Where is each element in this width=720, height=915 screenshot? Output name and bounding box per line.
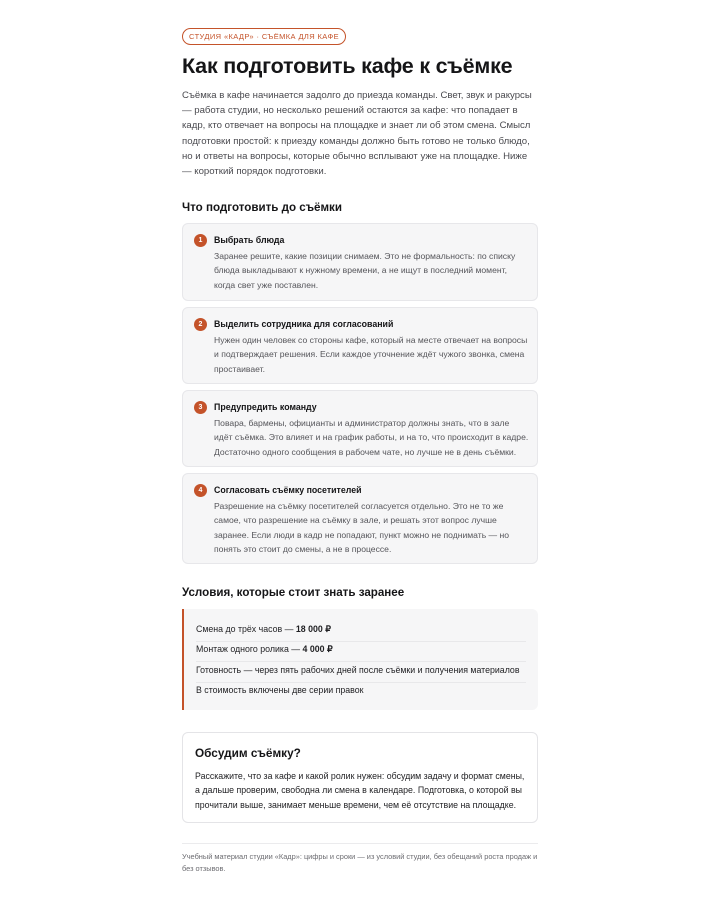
prep-heading: Что подготовить до съёмки [182, 201, 342, 214]
page-title: Как подготовить кафе к съёмке [182, 54, 513, 78]
terms-list [182, 609, 538, 710]
footer-note: Учебный материал студии «Кадр»: цифры и сроки — из условий студии, без обещаний роста продаж и без отзывов. [182, 852, 538, 873]
term-item: В стоимость включены две серии правок [196, 685, 364, 695]
step-text: Нужен один человек со стороны кафе, который на месте отвечает на вопросы и подтверждает решения. Если каждое уточнение ждёт чужого звонка, смена простаивает. [214, 335, 528, 374]
divider [196, 641, 526, 642]
cta-heading: Обсудим съёмку? [195, 746, 301, 760]
term-item: Готовность — через пять рабочих дней после съёмки и получения материалов [196, 665, 520, 675]
step-number-badge: 2 [194, 318, 207, 331]
step-card [182, 473, 538, 564]
cta-card [182, 732, 538, 823]
step-title: Выделить сотрудника для согласований [214, 319, 394, 329]
step-text: Разрешение на съёмку посетителей согласуется отдельно. Это не то же самое, что разрешение на съёмку в зале, и решать этот вопрос лучше заранее. Если люди в кадр не попадают, пункт можно не поднимать — но понять это стоит до смены, а не в процессе. [214, 501, 510, 554]
lead-paragraph: Съёмка в кафе начинается задолго до приезда команды. Свет, звук и ракурсы — работа студии, но несколько решений остаются за кафе: что попадает в кадр, кто отвечает на вопросы на площадке и знает ли об этом смена. Смысл подготовки простой: к приезду команды должно быть готово не только блюдо, но и ответы на вопросы, которые обычно всплывают уже на площадке. Ниже — короткий порядок подготовки. [182, 90, 532, 178]
step-card [182, 307, 538, 384]
step-card [182, 390, 538, 467]
term-item: Смена до трёх часов — 18 000 ₽ [196, 624, 331, 634]
divider [196, 682, 526, 683]
cta-text: Расскажите, что за кафе и какой ролик нужен: обсудим задачу и формат смены, а дальше проверим, свободна ли смена в календаре. Подготовка, о которой вы прочитали выше, занимает меньше времени, чем её отсутствие на площадке. [195, 771, 525, 810]
step-card [182, 223, 538, 301]
terms-heading: Условия, которые стоит знать заранее [182, 586, 405, 599]
term-price: 18 000 ₽ [295, 624, 331, 634]
term-item: Монтаж одного ролика — 4 000 ₽ [196, 644, 333, 654]
step-number-badge: 1 [194, 234, 207, 247]
divider [196, 661, 526, 662]
step-title: Выбрать блюда [214, 235, 285, 245]
footer-divider [182, 843, 538, 844]
step-title: Предупредить команду [214, 402, 317, 412]
step-text: Заранее решите, какие позиции снимаем. Это не формальность: по списку блюда выкладывают к нужному времени, а не ищут в последний момент, когда свет уже поставлен. [214, 251, 516, 290]
step-number-badge: 4 [194, 484, 207, 497]
step-text: Повара, бармены, официанты и администратор должны знать, что в зале идёт съёмка. Это влияет и на график работы, и на то, что происходит в кадре. Достаточно одного сообщения в рабочем чате, но лучше не в день съёмки. [214, 418, 529, 457]
step-number-badge: 3 [194, 401, 207, 414]
studio-tag: СТУДИЯ «КАДР» · СЪЁМКА ДЛЯ КАФЕ [182, 28, 346, 45]
step-title: Согласовать съёмку посетителей [214, 485, 362, 495]
term-price: 4 000 ₽ [302, 644, 333, 654]
